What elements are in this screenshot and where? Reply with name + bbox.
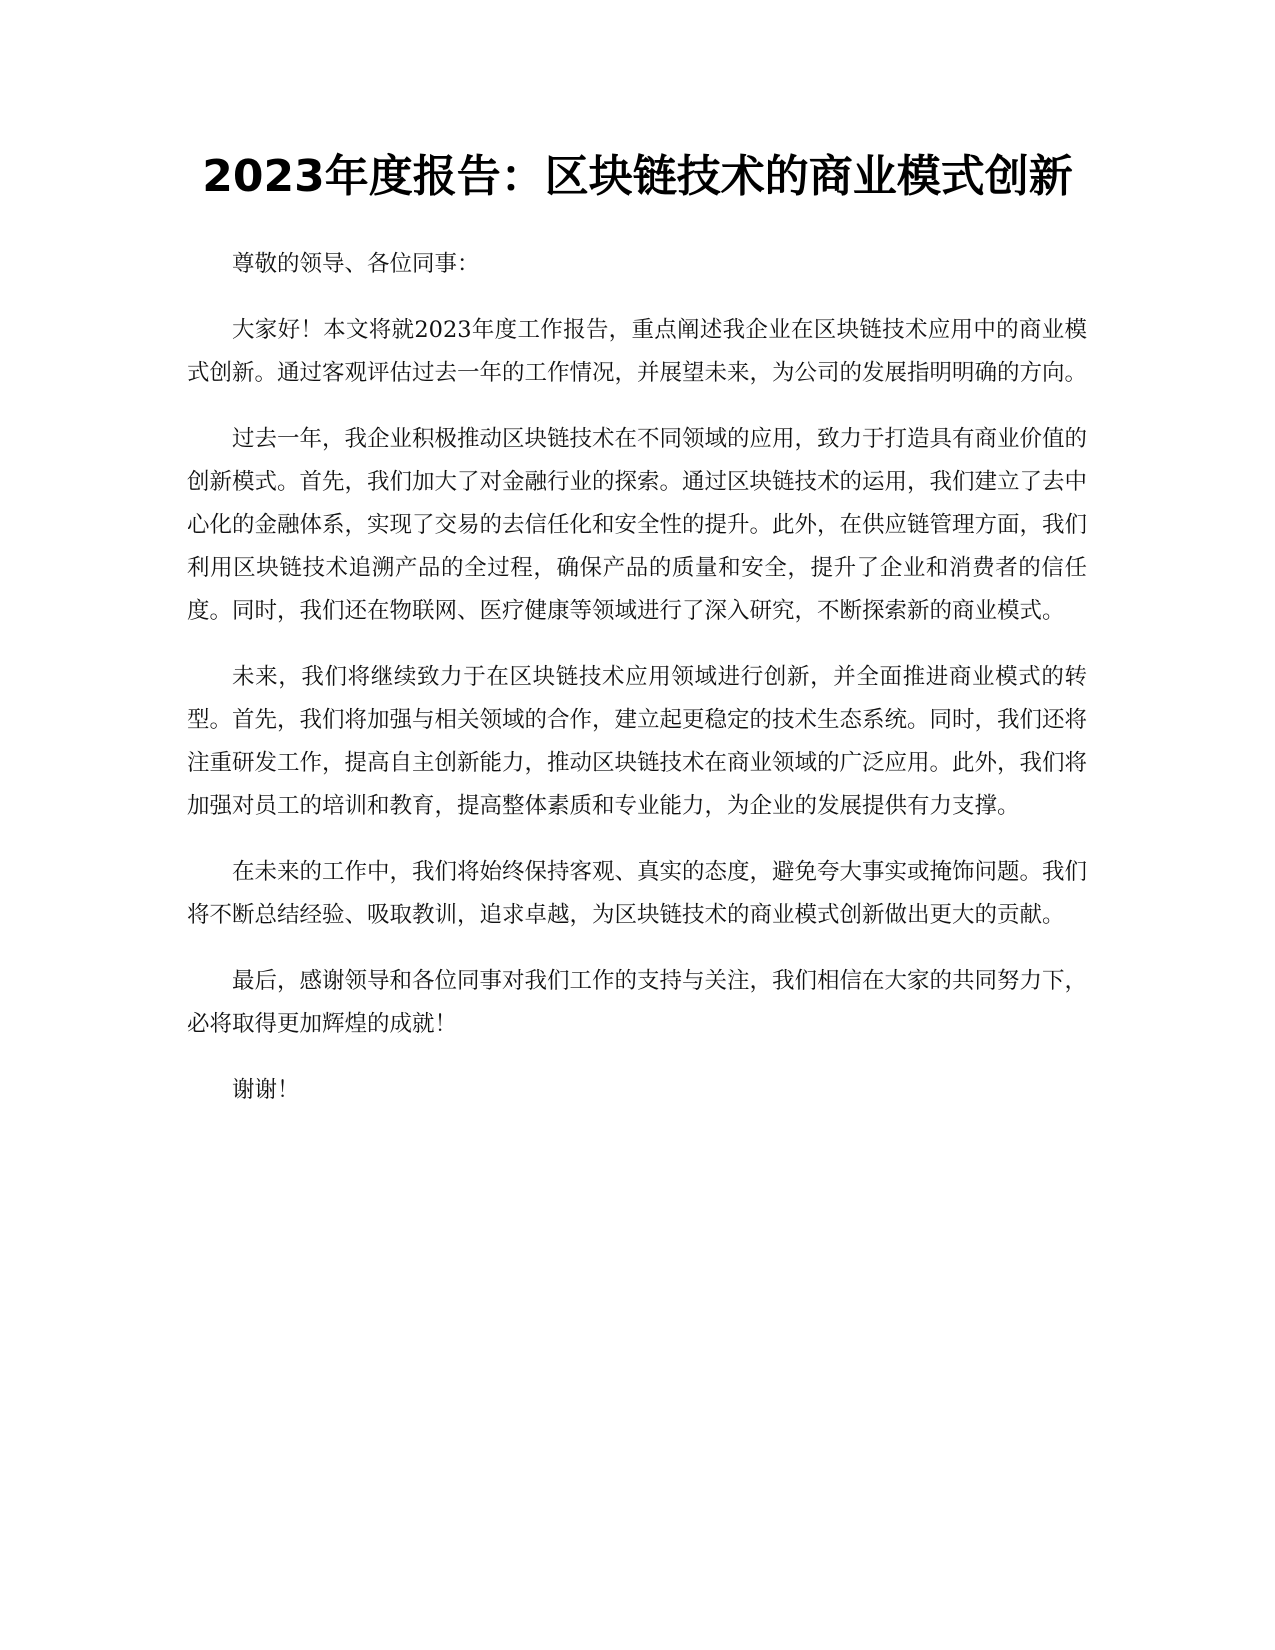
thanks-paragraph: 最后，感谢领导和各位同事对我们工作的支持与关注，我们相信在大家的共同努力下，必将取得更加辉煌的成就！ [187, 968, 1088, 1037]
document-title: 2023年度报告：区块链技术的商业模式创新 [202, 151, 1073, 202]
attitude-paragraph: 在未来的工作中，我们将始终保持客观、真实的态度，避免夸大事实或掩饰问题。我们将不断总结经验、吸取教训，追求卓越，为区块链技术的商业模式创新做出更大的贡献。 [187, 859, 1088, 928]
future-plan-paragraph: 未来，我们将继续致力于在区块链技术应用领域进行创新，并全面推进商业模式的转型。首先，我们将加强与相关领域的合作，建立起更稳定的技术生态系统。同时，我们还将注重研发工作，提高自主创新能力，推动区块链技术在商业领域的广泛应用。此外，我们将加强对员工的培训和教育，提高整体素质和专业能力，为企业的发展提供有力支撑。 [187, 664, 1088, 819]
closing-paragraph: 谢谢！ [232, 1077, 300, 1103]
document-body [187, 243, 1087, 1135]
salutation-paragraph: 尊敬的领导、各位同事： [232, 251, 480, 277]
intro-paragraph: 大家好！本文将就2023年度工作报告，重点阐述我企业在区块链技术应用中的商业模式创新。通过客观评估过去一年的工作情况，并展望未来，为公司的发展指明明确的方向。 [187, 317, 1088, 386]
past-year-paragraph: 过去一年，我企业积极推动区块链技术在不同领域的应用，致力于打造具有商业价值的创新模式。首先，我们加大了对金融行业的探索。通过区块链技术的运用，我们建立了去中心化的金融体系，实现了交易的去信任化和安全性的提升。此外，在供应链管理方面，我们利用区块链技术追溯产品的全过程，确保产品的质量和安全，提升了企业和消费者的信任度。同时，我们还在物联网、医疗健康等领域进行了深入研究，不断探索新的商业模式。 [187, 426, 1088, 624]
